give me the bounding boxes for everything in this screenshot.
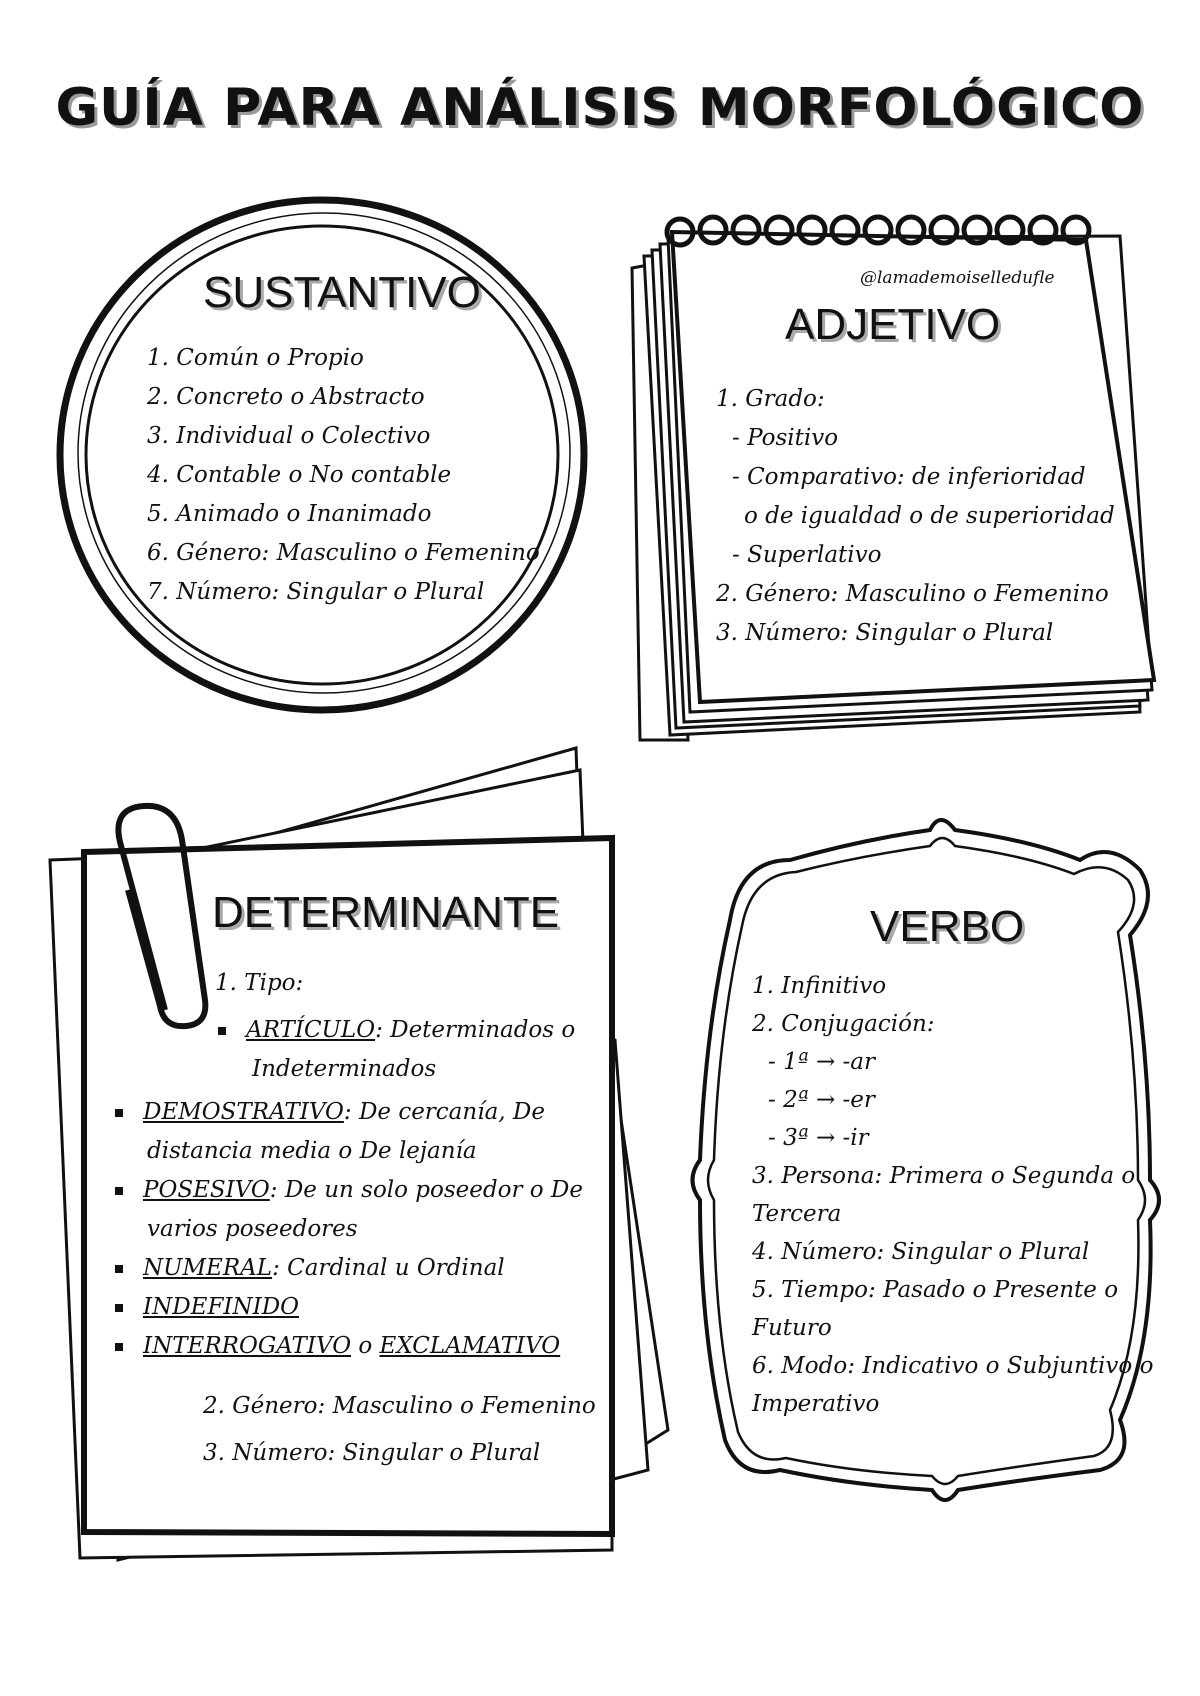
articulo-item (218, 1017, 575, 1043)
adjetivo-title: ADJETIVO (785, 300, 1001, 349)
indefinido-term: INDEFINIDO (143, 1294, 299, 1320)
posesivo-term: POSESIVO (143, 1177, 270, 1203)
author-handle: @lamademoiselledufle (860, 268, 1055, 288)
sustantivo-item: 3. Individual o Colectivo (147, 423, 431, 449)
sustantivo-item: 6. Género: Masculino o Femenino (147, 540, 540, 566)
adjetivo-item: - Comparativo: de inferioridad (732, 464, 1086, 490)
articulo-text: : Determinados o (375, 1017, 576, 1043)
verbo-item: Futuro (752, 1315, 832, 1341)
verbo-item: - 2ª → -er (768, 1087, 875, 1113)
adjetivo-item: - Superlativo (732, 542, 882, 568)
demostrativo-text: : De cercanía, De (343, 1099, 545, 1125)
sustantivo-item: 5. Animado o Inanimado (147, 501, 432, 527)
verbo-item: 3. Persona: Primera o Segunda o (752, 1163, 1136, 1189)
articulo-text-cont: Indeterminados (252, 1056, 437, 1082)
demostrativo-text-cont: distancia media o De lejanía (147, 1138, 477, 1164)
determinante-tipo: 1. Tipo: (215, 970, 304, 996)
bullet-icon (115, 1304, 123, 1312)
sustantivo-item: 4. Contable o No contable (147, 462, 452, 488)
interrogativo-connector: o (351, 1333, 380, 1359)
page-title: GUÍA PARA ANÁLISIS MORFOLÓGICO (55, 78, 1145, 138)
adjetivo-item: 2. Género: Masculino o Femenino (716, 581, 1109, 607)
posesivo-text-cont: varios poseedores (147, 1216, 358, 1242)
sustantivo-item: 1. Común o Propio (147, 345, 364, 371)
exclamativo-term: EXCLAMATIVO (379, 1333, 561, 1359)
adjetivo-item: - Positivo (732, 425, 839, 451)
verbo-item: 6. Modo: Indicativo o Subjuntivo o (752, 1353, 1154, 1379)
interrogativo-term: INTERROGATIVO (143, 1333, 352, 1359)
determinante-genero: 2. Género: Masculino o Femenino (203, 1393, 596, 1419)
numeral-item (115, 1255, 505, 1281)
indefinido-item (115, 1294, 299, 1320)
bullet-icon (115, 1109, 123, 1117)
adjetivo-item: 1. Grado: (716, 386, 825, 412)
sustantivo-item: 7. Número: Singular o Plural (147, 579, 485, 605)
determinante-title: DETERMINANTE (212, 888, 560, 937)
bullet-icon (115, 1343, 123, 1351)
posesivo-text: : De un solo poseedor o De (269, 1177, 583, 1203)
numeral-text: : Cardinal u Ordinal (272, 1255, 505, 1281)
bullet-icon (218, 1027, 226, 1035)
verbo-item: - 3ª → -ir (768, 1125, 869, 1151)
verbo-item: 5. Tiempo: Pasado o Presente o (752, 1277, 1119, 1303)
posesivo-item (115, 1177, 583, 1203)
adjetivo-item: o de igualdad o de superioridad (744, 503, 1115, 529)
bullet-icon (115, 1265, 123, 1273)
verbo-item: Imperativo (752, 1391, 880, 1417)
demostrativo-item (115, 1099, 545, 1125)
verbo-title: VERBO (870, 902, 1025, 951)
interrogativo-item (115, 1333, 560, 1359)
adjetivo-item: 3. Número: Singular o Plural (716, 620, 1054, 646)
sustantivo-item: 2. Concreto o Abstracto (147, 384, 425, 410)
verbo-item: 4. Número: Singular o Plural (752, 1239, 1090, 1265)
verbo-item: - 1ª → -ar (768, 1049, 876, 1075)
demostrativo-term: DEMOSTRATIVO (143, 1099, 344, 1125)
verbo-item: 1. Infinitivo (752, 973, 887, 999)
determinante-numero: 3. Número: Singular o Plural (203, 1440, 541, 1466)
sustantivo-title: SUSTANTIVO (203, 268, 481, 317)
numeral-term: NUMERAL (143, 1255, 273, 1281)
verbo-item: Tercera (752, 1201, 842, 1227)
bullet-icon (115, 1187, 123, 1195)
articulo-term: ARTÍCULO (246, 1017, 376, 1043)
verbo-item: 2. Conjugación: (752, 1011, 935, 1037)
